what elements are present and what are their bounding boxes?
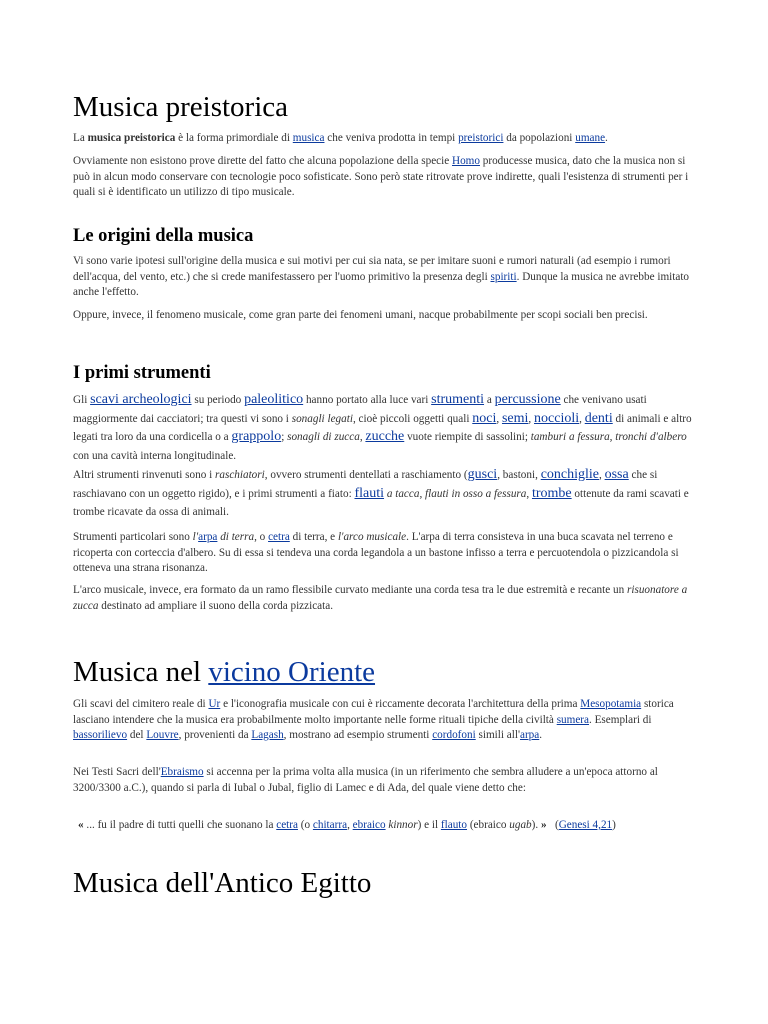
text: Ovviamente non esistono prove dirette del fatto che alcuna popolazione della specie — [73, 155, 452, 167]
link-lagash[interactable]: Lagash — [251, 729, 284, 741]
italic-text: l' — [192, 531, 199, 543]
bold-term: musica preistorica — [87, 132, 176, 144]
text: a — [484, 394, 495, 406]
text: da popolazioni — [503, 132, 576, 144]
text: , — [526, 487, 532, 500]
link-musica[interactable]: musica — [292, 132, 325, 144]
paragraph-strumenti-4 — [73, 583, 703, 614]
italic-text: sonagli legati — [291, 412, 353, 425]
italic-text: risuonatore a zucca — [73, 584, 688, 612]
text: ... fu il padre di tutti quelli che suonano la — [83, 819, 277, 831]
text: di animali e altro legati tra loro da una cordicella o a — [73, 412, 692, 443]
text: che veniva prodotta in tempi — [324, 132, 459, 144]
text: , ovvero strumenti dentellati a raschiamento ( — [264, 469, 468, 481]
text: ; — [281, 431, 288, 443]
text: Gli — [73, 394, 91, 406]
text: Vi sono varie ipotesi sull'origine della musica e sui motivi per cui sia nata, se per imitare suoni e rumori naturali (ad esempio i rumori dell'acqua, del vento, etc.) che si crede manifestassero per l'uomo primitivo la presenza degli — [73, 255, 671, 283]
text: e l'iconografia musicale con cui è riccamente decorata l'architettura della prima — [220, 698, 581, 710]
section-title-antico-egitto: Musica dell'Antico Egitto — [73, 867, 372, 899]
link-cetra[interactable]: cetra — [268, 531, 290, 543]
quote-open-mark: « — [78, 819, 84, 831]
text: , — [359, 431, 366, 443]
link-cordofoni[interactable]: cordofoni — [432, 729, 476, 741]
paragraph-prove — [73, 154, 703, 201]
text: vuote riempite di sassolini; — [404, 431, 531, 443]
italic-text: kinnor — [388, 819, 418, 831]
text: Altri strumenti rinvenuti sono i — [73, 469, 216, 481]
link-ur[interactable]: Ur — [208, 698, 221, 710]
link-mesopotamia[interactable]: Mesopotamia — [580, 698, 642, 710]
link-noccioli[interactable]: noccioli — [534, 410, 580, 426]
text: destinato ad ampliare il suono della corda pizzicata. — [98, 599, 334, 612]
section-title-primi-strumenti: I primi strumenti — [73, 363, 211, 383]
text: , bastoni, — [497, 469, 541, 481]
section-title-musica-preistorica: Musica preistorica — [73, 91, 289, 123]
italic-text: ugab — [509, 819, 532, 831]
text: Nei Testi Sacri dell' — [73, 766, 161, 778]
text: , — [528, 412, 535, 425]
quote-close-mark: » — [540, 819, 547, 831]
text: . Dunque la musica ne avrebbe imitato anche l'effetto. — [73, 270, 690, 298]
text: del — [127, 729, 147, 741]
link-genesi[interactable]: Genesi 4,21 — [558, 819, 613, 831]
link-ebraico[interactable]: ebraico — [352, 819, 386, 831]
link-bassorilievo[interactable]: bassorilievo — [73, 729, 128, 741]
link-spiriti[interactable]: spiriti — [490, 270, 517, 283]
text: Gli scavi del cimitero reale di — [73, 698, 209, 710]
link-conchiglie[interactable]: conchiglie — [540, 467, 600, 482]
link-semi[interactable]: semi — [501, 410, 529, 426]
italic-text: l'arco musicale — [337, 531, 407, 543]
paragraph-origini-2: Oppure, invece, il fenomeno musicale, come gran parte dei fenomeni umani, nacque probabilmente per scopi sociali ben precisi. — [73, 309, 648, 321]
text: si accenna per la prima volta alla musica (in un riferimento che sembra alludere a un'epoca attorno al 3200/3300 a.C.), quando si parla di Iubal o Jubal, figlio di Lamec e di Ada, del quale viene detto che: — [73, 766, 658, 794]
text: , — [579, 412, 585, 425]
text: è la forma primordiale di — [175, 132, 293, 144]
text: , cioè piccoli oggetti quali — [352, 412, 473, 425]
text: (o — [297, 819, 313, 831]
text: L'arco musicale, invece, era formato da un ramo flessibile curvato mediante una corda tesa tra le due estremità e recante un — [73, 584, 627, 596]
link-umane[interactable]: umane — [575, 132, 606, 144]
text: che venivano usati maggiormente dai cacciatori; tra questi vi sono i — [73, 394, 647, 425]
text: di terra, e — [289, 531, 338, 543]
text: ( — [546, 819, 559, 831]
italic-text: sonagli di zucca — [287, 431, 360, 443]
paragraph-intro — [73, 131, 703, 147]
text: hanno portato alla luce vari — [303, 394, 432, 406]
text: , — [599, 469, 605, 481]
paragraph-strumenti-1 — [73, 391, 703, 465]
link-gusci[interactable]: gusci — [467, 467, 498, 482]
section-title-vicino-oriente — [73, 655, 375, 689]
text: con una cavità interna longitudinale. — [73, 449, 237, 462]
italic-text: raschiatori — [215, 469, 265, 481]
text: ) — [612, 819, 616, 831]
text: , — [496, 412, 502, 425]
text: ottenute da rami scavati e trombe ricavate da ossa di animali. — [73, 487, 689, 518]
link-vicino-oriente[interactable]: vicino Oriente — [208, 656, 376, 688]
text: (ebraico — [467, 819, 510, 831]
paragraph-strumenti-3 — [73, 530, 703, 577]
link-flauto[interactable]: flauto — [440, 819, 468, 831]
text: simili all' — [475, 729, 520, 741]
link-scavi-archeologici[interactable]: scavi archeologici — [90, 392, 192, 407]
text: . — [605, 132, 608, 144]
quote-genesi — [78, 818, 703, 834]
link-paleolitico[interactable]: paleolitico — [244, 392, 304, 407]
text: . L'arpa di terra consisteva in una buca scavata nel terreno e ricoperta con corteccia d'albero. Su di essa si tendeva una corda legandola a un bastone infisso a terra e percuotendola o pizzicandola si otteneva una strana risonanza. — [73, 531, 679, 574]
paragraph-oriente-1 — [73, 697, 703, 744]
text: . Esemplari di — [589, 713, 652, 726]
link-percussione[interactable]: percussione — [494, 392, 561, 407]
link-sumera[interactable]: sumera — [556, 713, 589, 726]
text: storica lasciano intendere che la musica era probabilmente molto importante nelle forme rituali tipiche della civiltà — [73, 698, 674, 726]
text: La — [73, 132, 88, 144]
link-trombe[interactable]: trombe — [531, 485, 572, 501]
paragraph-oriente-2 — [73, 765, 703, 796]
section-title-origini: Le origini della musica — [73, 226, 254, 246]
link-preistorici[interactable]: preistorici — [458, 132, 504, 144]
link-flauti[interactable]: flauti — [354, 485, 385, 501]
text: Strumenti particolari sono — [73, 531, 193, 543]
text: , o — [254, 531, 269, 543]
link-arpa-2[interactable]: arpa — [519, 729, 540, 741]
link-zucche[interactable]: zucche — [365, 429, 405, 444]
link-ebraismo[interactable]: Ebraismo — [160, 766, 204, 778]
text: . — [539, 729, 543, 741]
link-arpa[interactable]: arpa — [198, 531, 218, 543]
link-cetra-2[interactable]: cetra — [276, 819, 298, 831]
text: , mostrano ad esempio strumenti — [283, 729, 433, 741]
italic-text: di terra — [217, 531, 255, 543]
link-strumenti[interactable]: strumenti — [431, 392, 485, 407]
text: producesse musica, dato che la musica non si può in alcun modo conservare con tecnologie poco sofisticate. Sono però state ritrovate prove indirette, quali l'esistenza di strumenti per i quali si è identificato un utilizzo di tipo musicale. — [73, 155, 689, 198]
link-homo[interactable]: Homo — [452, 155, 480, 167]
title-text: Musica nel — [73, 656, 209, 688]
paragraph-strumenti-2 — [73, 466, 703, 522]
text: , — [347, 819, 353, 831]
italic-text: tamburi a fessura, tronchi d'albero — [530, 431, 687, 443]
link-louvre[interactable]: Louvre — [146, 729, 179, 741]
link-noci[interactable]: noci — [472, 410, 497, 426]
link-ossa[interactable]: ossa — [604, 467, 629, 482]
italic-text: a tacca, flauti in osso a fessura — [386, 487, 527, 500]
text: che si raschiavano con un oggetto rigido), e i primi strumenti a fiato: — [73, 469, 658, 500]
text: su periodo — [191, 394, 245, 406]
text: ). — [531, 819, 541, 831]
text: ) e il — [417, 819, 441, 831]
link-grappolo[interactable]: grappolo — [231, 429, 282, 444]
link-chitarra[interactable]: chitarra — [312, 819, 348, 831]
link-denti[interactable]: denti — [584, 410, 613, 426]
paragraph-origini-1 — [73, 254, 703, 301]
text: , provenienti da — [178, 729, 252, 741]
